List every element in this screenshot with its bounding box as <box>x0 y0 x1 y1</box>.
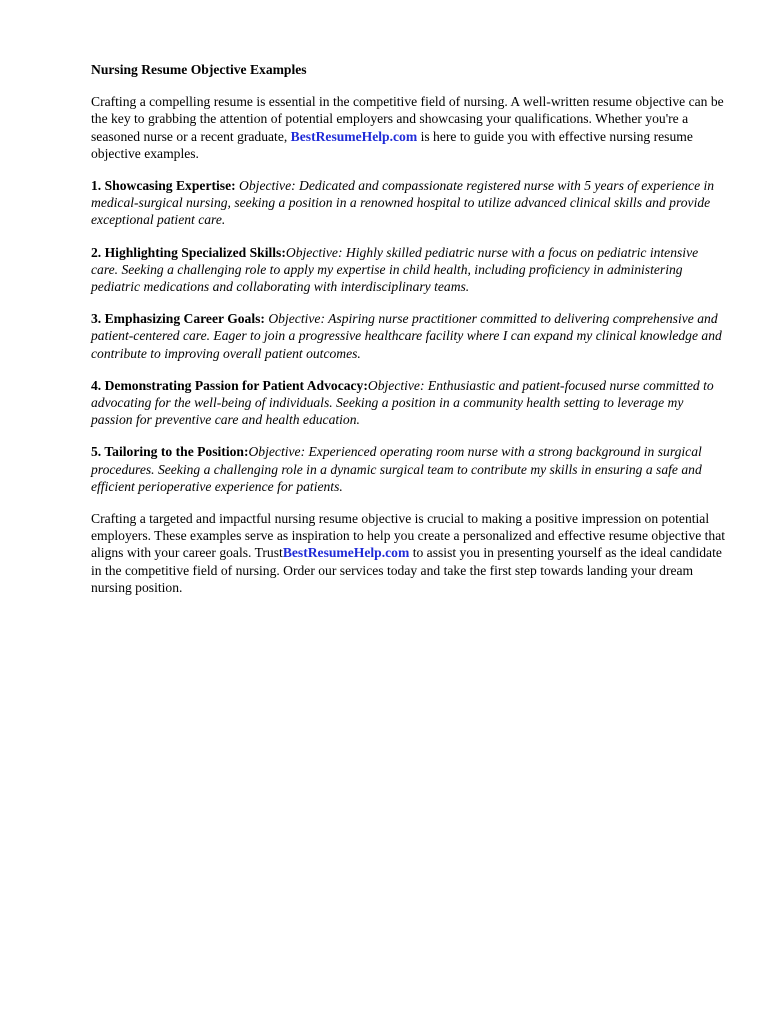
document-page <box>91 61 725 611</box>
example-heading: 1. Showcasing Expertise: <box>91 178 236 194</box>
intro-text-after-link: is here to guide you with effective nursing resume objective examples. <box>91 128 693 161</box>
document-title: Nursing Resume Objective Examples <box>91 62 307 77</box>
example-objective: Objective: Dedicated and compassionate registered nurse with 5 years of experience in medical-surgical nursing, seeking a position in a renowned hospital to utilize advanced clinical skills and provide exceptional patient care. <box>91 178 715 228</box>
intro-bestresumehelp-link[interactable]: BestResumeHelp.com <box>290 128 418 144</box>
example-objective: Objective: Enthusiastic and patient-focused nurse committed to advocating for the well-being of individuals. Seeking a position in a community health setting to leverage my passion for preventive care and health education. <box>91 377 714 428</box>
closing-text-before-link: Crafting a targeted and impactful nursing resume objective is crucial to making a positive impression on potential employers. These examples serve as inspiration to help you create a personalized and effective resume objective that aligns with your career goals. Trust <box>91 511 726 561</box>
example-section-3 <box>91 310 725 362</box>
closing-bestresumehelp-link[interactable]: BestResumeHelp.com <box>282 545 410 561</box>
example-section-4 <box>91 377 725 429</box>
example-heading: 2. Highlighting Specialized Skills: <box>91 244 286 260</box>
example-heading: 4. Demonstrating Passion for Patient Advocacy: <box>91 377 368 393</box>
example-objective: Objective: Experienced operating room nurse with a strong background in surgical procedures. Seeking a challenging role in a dynamic surgical team to contribute my skills in ensuring a safe and efficient perioperative experience for patients. <box>91 444 702 494</box>
example-objective: Objective: Aspiring nurse practitioner committed to delivering comprehensive and patient-centered care. Eager to join a progressive healthcare facility where I can expand my clinical knowledge and contribute to improving overall patient outcomes. <box>91 311 722 361</box>
example-heading: 5. Tailoring to the Position: <box>91 444 249 460</box>
intro-paragraph <box>91 93 725 162</box>
example-section-1 <box>91 177 725 229</box>
example-heading: 3. Emphasizing Career Goals: <box>91 311 265 327</box>
intro-text-before-link: Crafting a compelling resume is essential in the competitive field of nursing. A well-written resume objective can be the key to grabbing the attention of potential employers and showcasing your qualifications. Whether you're a seasoned nurse or a recent graduate, <box>91 94 724 144</box>
closing-text-after-link: to assist you in presenting yourself as the ideal candidate in the competitive field of nursing. Order our services today and take the first step towards landing your dream nursing position. <box>91 545 722 595</box>
example-objective: Objective: Highly skilled pediatric nurse with a focus on pediatric intensive care. Seeking a challenging role to apply my expertise in child health, including proficiency in administering pediatric medications and collaborating with interdisciplinary teams. <box>91 244 699 295</box>
closing-paragraph <box>91 510 725 596</box>
example-section-5 <box>91 443 725 495</box>
example-section-2 <box>91 244 725 296</box>
